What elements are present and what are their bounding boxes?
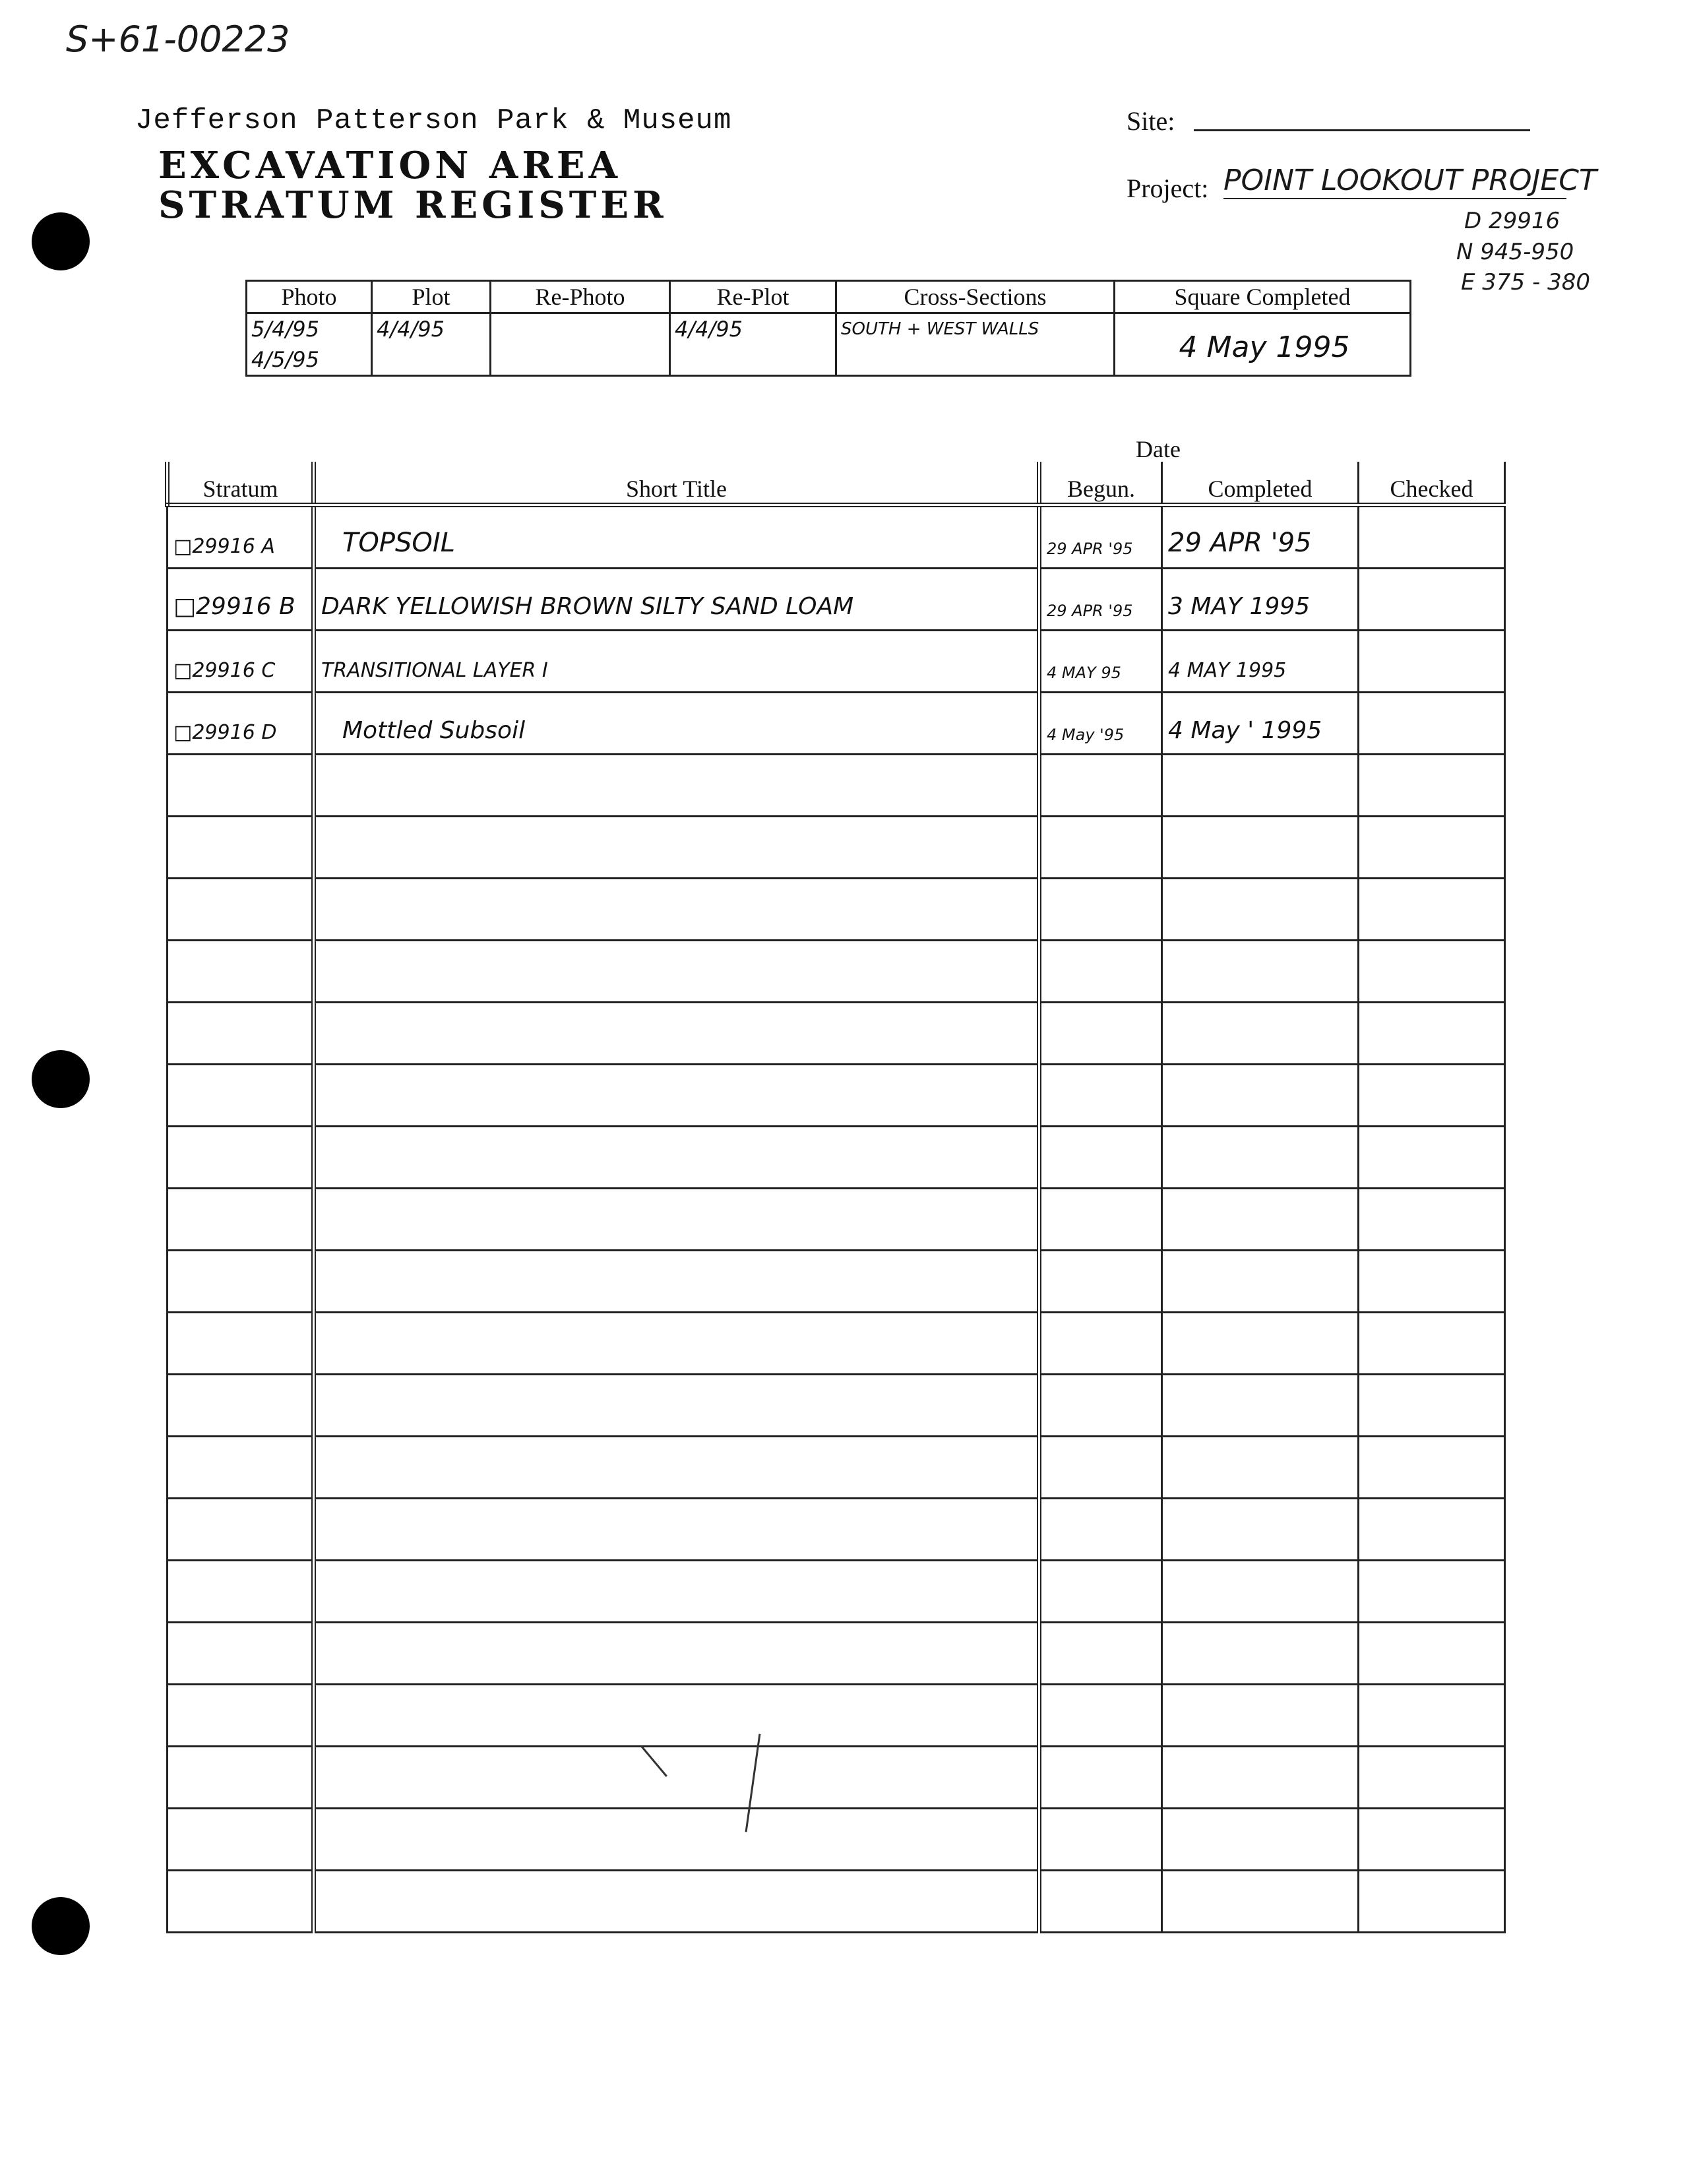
checked-cell <box>1359 1623 1505 1685</box>
table-row <box>168 569 1505 631</box>
site-label: Site: <box>1127 106 1175 136</box>
col-photo: Photo <box>247 281 372 313</box>
col-square-completed: Square Completed <box>1115 281 1411 313</box>
begun-cell <box>1039 1561 1162 1623</box>
checked-cell <box>1359 1809 1505 1871</box>
stratum-cell <box>168 1437 314 1499</box>
completed-cell <box>1162 693 1359 755</box>
begun-cell <box>1039 631 1162 693</box>
completed-cell <box>1162 879 1359 941</box>
checked-cell <box>1359 941 1505 1003</box>
col-completed: Completed <box>1162 462 1359 505</box>
title-cell <box>314 505 1039 569</box>
completed-cell <box>1162 1685 1359 1747</box>
title-cell <box>314 1251 1039 1313</box>
title-cell <box>314 879 1039 941</box>
title-cell <box>314 1003 1039 1065</box>
stratum-cell <box>168 1499 314 1561</box>
checked-cell <box>1359 879 1505 941</box>
stratum-cell <box>168 1375 314 1437</box>
completed-cell <box>1162 1251 1359 1313</box>
table-row <box>168 1127 1505 1189</box>
punch-hole-bottom <box>32 1897 90 1955</box>
title-cell <box>314 569 1039 631</box>
completed-cell <box>1162 1003 1359 1065</box>
completed-date: 4 May ' 1995 <box>1168 717 1322 744</box>
stratum-cell <box>168 693 314 755</box>
title-cell <box>314 1065 1039 1127</box>
completed-cell <box>1162 817 1359 879</box>
checked-cell <box>1359 1313 1505 1375</box>
date-group-label: Date <box>1136 436 1181 462</box>
begun-cell <box>1039 1189 1162 1251</box>
completed-cell <box>1162 505 1359 569</box>
begun-cell <box>1039 941 1162 1003</box>
title-cell <box>314 1685 1039 1747</box>
begun-date: 29 APR '95 <box>1047 602 1133 620</box>
stratum-cell <box>168 1747 314 1809</box>
checked-cell <box>1359 1499 1505 1561</box>
document-id: S+61-00223 <box>66 18 290 60</box>
begun-cell <box>1039 755 1162 817</box>
begun-cell <box>1039 1623 1162 1685</box>
checked-cell <box>1359 505 1505 569</box>
completed-cell <box>1162 941 1359 1003</box>
organization-name: Jefferson Patterson Park & Museum <box>135 104 732 137</box>
square-completed-cell <box>1115 313 1411 376</box>
completed-cell <box>1162 1189 1359 1251</box>
project-field-line <box>1223 198 1566 199</box>
checked-cell <box>1359 1561 1505 1623</box>
checked-value <box>1359 558 1504 567</box>
table-row <box>168 1685 1505 1747</box>
begun-cell <box>1039 693 1162 755</box>
completed-cell <box>1162 1871 1359 1933</box>
col-plot: Plot <box>372 281 491 313</box>
stratum-id: □29916 B <box>173 593 295 620</box>
completed-cell <box>1162 1561 1359 1623</box>
table-row <box>168 1251 1505 1313</box>
table-row <box>168 1809 1505 1871</box>
completed-date: 3 MAY 1995 <box>1168 593 1311 620</box>
square-completed-value: 4 May 1995 <box>1179 330 1350 364</box>
table-row <box>168 1437 1505 1499</box>
begun-cell <box>1039 1065 1162 1127</box>
begun-cell <box>1039 817 1162 879</box>
title-cell <box>314 1747 1039 1809</box>
begun-cell <box>1039 1809 1162 1871</box>
checked-cell <box>1359 693 1505 755</box>
checked-cell <box>1359 755 1505 817</box>
checked-cell <box>1359 817 1505 879</box>
table-row <box>168 1189 1505 1251</box>
table-row <box>168 1499 1505 1561</box>
table-row <box>168 1065 1505 1127</box>
stratum-cell <box>168 1003 314 1065</box>
col-cross-sections: Cross-Sections <box>836 281 1115 313</box>
title-cell <box>314 1561 1039 1623</box>
project-value: POINT LOOKOUT PROJECT <box>1223 164 1597 197</box>
title-cell <box>314 1871 1039 1933</box>
col-checked: Checked <box>1359 462 1505 505</box>
site-field-line <box>1194 129 1530 131</box>
title-cell <box>314 1809 1039 1871</box>
table-row <box>168 1313 1505 1375</box>
checked-value <box>1359 744 1504 753</box>
photo-cell <box>247 313 372 376</box>
title-cell <box>314 631 1039 693</box>
form-title-line2: STRATUM REGISTER <box>158 183 667 227</box>
title-cell <box>314 1499 1039 1561</box>
table-row <box>168 755 1505 817</box>
begun-cell <box>1039 1003 1162 1065</box>
col-replot: Re-Plot <box>670 281 836 313</box>
title-cell <box>314 1437 1039 1499</box>
table-row <box>168 1561 1505 1623</box>
stratum-cell <box>168 1809 314 1871</box>
form-title-line1: EXCAVATION AREA <box>158 144 622 187</box>
photo-date-1: 5/4/95 <box>251 317 319 342</box>
stratum-cell <box>168 569 314 631</box>
table-row <box>168 941 1505 1003</box>
begun-date: 4 MAY 95 <box>1047 664 1121 682</box>
project-note-east: E 375 - 380 <box>1461 269 1590 296</box>
completed-cell <box>1162 1809 1359 1871</box>
cross-sections-value: SOUTH + WEST WALLS <box>841 319 1039 339</box>
begun-cell <box>1039 1375 1162 1437</box>
table-row <box>168 1003 1505 1065</box>
replot-date: 4/4/95 <box>675 317 743 342</box>
stratum-cell <box>168 1127 314 1189</box>
stratum-title: Mottled Subsoil <box>342 717 526 744</box>
title-cell <box>314 1375 1039 1437</box>
checked-cell <box>1359 1189 1505 1251</box>
stratum-cell <box>168 1065 314 1127</box>
checked-cell <box>1359 1871 1505 1933</box>
stratum-cell <box>168 1623 314 1685</box>
col-begun: Begun. <box>1039 462 1162 505</box>
plot-cell <box>372 313 491 376</box>
col-stratum: Stratum <box>168 462 314 505</box>
begun-cell <box>1039 1871 1162 1933</box>
begun-cell <box>1039 879 1162 941</box>
table-row <box>168 1623 1505 1685</box>
checked-value <box>1359 620 1504 629</box>
stratum-cell <box>168 1251 314 1313</box>
cross-sections-cell <box>836 313 1115 376</box>
records-table <box>245 280 1411 377</box>
begun-date: 29 APR '95 <box>1047 540 1133 558</box>
completed-cell <box>1162 1747 1359 1809</box>
title-cell <box>314 1313 1039 1375</box>
completed-cell <box>1162 1313 1359 1375</box>
punch-hole-middle <box>32 1050 90 1108</box>
stratum-cell <box>168 1871 314 1933</box>
photo-date-2: 4/5/95 <box>251 347 319 372</box>
checked-cell <box>1359 1003 1505 1065</box>
table-row <box>168 817 1505 879</box>
stratum-title: TRANSITIONAL LAYER I <box>321 659 548 682</box>
completed-cell <box>1162 755 1359 817</box>
table-row <box>168 631 1505 693</box>
begun-cell <box>1039 1747 1162 1809</box>
completed-date: 29 APR '95 <box>1168 528 1312 558</box>
checked-cell <box>1359 569 1505 631</box>
title-cell <box>314 693 1039 755</box>
replot-cell <box>670 313 836 376</box>
completed-cell <box>1162 631 1359 693</box>
begun-date: 4 May '95 <box>1047 726 1125 744</box>
title-cell <box>314 1127 1039 1189</box>
stratum-cell <box>168 505 314 569</box>
title-cell <box>314 941 1039 1003</box>
checked-cell <box>1359 1251 1505 1313</box>
punch-hole-top <box>32 212 90 270</box>
title-cell <box>314 1189 1039 1251</box>
begun-cell <box>1039 1127 1162 1189</box>
stratum-cell <box>168 941 314 1003</box>
checked-cell <box>1359 1065 1505 1127</box>
stratum-title: DARK YELLOWISH BROWN SILTY SAND LOAM <box>321 593 854 620</box>
completed-cell <box>1162 1065 1359 1127</box>
begun-cell <box>1039 1437 1162 1499</box>
begun-cell <box>1039 505 1162 569</box>
project-note-unit: D 29916 <box>1464 208 1560 234</box>
col-rephoto: Re-Photo <box>491 281 670 313</box>
completed-cell <box>1162 1127 1359 1189</box>
stratum-cell <box>168 755 314 817</box>
begun-cell <box>1039 1685 1162 1747</box>
table-row <box>168 1871 1505 1933</box>
checked-cell <box>1359 1127 1505 1189</box>
stratum-title: TOPSOIL <box>342 528 455 558</box>
checked-cell <box>1359 1375 1505 1437</box>
checked-cell <box>1359 1685 1505 1747</box>
stratum-register-table <box>165 462 1506 1933</box>
checked-value <box>1359 682 1504 691</box>
stratum-cell <box>168 1561 314 1623</box>
title-cell <box>314 755 1039 817</box>
table-row <box>168 505 1505 569</box>
checked-cell <box>1359 1437 1505 1499</box>
table-row <box>168 1375 1505 1437</box>
begun-cell <box>1039 1251 1162 1313</box>
completed-cell <box>1162 1499 1359 1561</box>
begun-cell <box>1039 569 1162 631</box>
stratum-cell <box>168 1189 314 1251</box>
stratum-id: □29916 A <box>173 535 275 558</box>
stratum-id: □29916 C <box>173 659 276 682</box>
stratum-cell <box>168 817 314 879</box>
completed-cell <box>1162 1375 1359 1437</box>
begun-cell <box>1039 1313 1162 1375</box>
table-row <box>168 693 1505 755</box>
checked-cell <box>1359 1747 1505 1809</box>
plot-date: 4/4/95 <box>377 317 445 342</box>
completed-cell <box>1162 569 1359 631</box>
stratum-cell <box>168 1685 314 1747</box>
col-short-title: Short Title <box>314 462 1039 505</box>
completed-cell <box>1162 1623 1359 1685</box>
table-row <box>168 1747 1505 1809</box>
project-note-north: N 945-950 <box>1456 239 1574 265</box>
begun-cell <box>1039 1499 1162 1561</box>
stratum-cell <box>168 631 314 693</box>
title-cell <box>314 817 1039 879</box>
project-label: Project: <box>1127 173 1209 203</box>
completed-cell <box>1162 1437 1359 1499</box>
completed-date: 4 MAY 1995 <box>1168 659 1287 682</box>
checked-cell <box>1359 631 1505 693</box>
stratum-cell <box>168 879 314 941</box>
stratum-cell <box>168 1313 314 1375</box>
table-row <box>168 879 1505 941</box>
rephoto-cell <box>491 313 670 376</box>
stratum-id: □29916 D <box>173 721 277 744</box>
title-cell <box>314 1623 1039 1685</box>
